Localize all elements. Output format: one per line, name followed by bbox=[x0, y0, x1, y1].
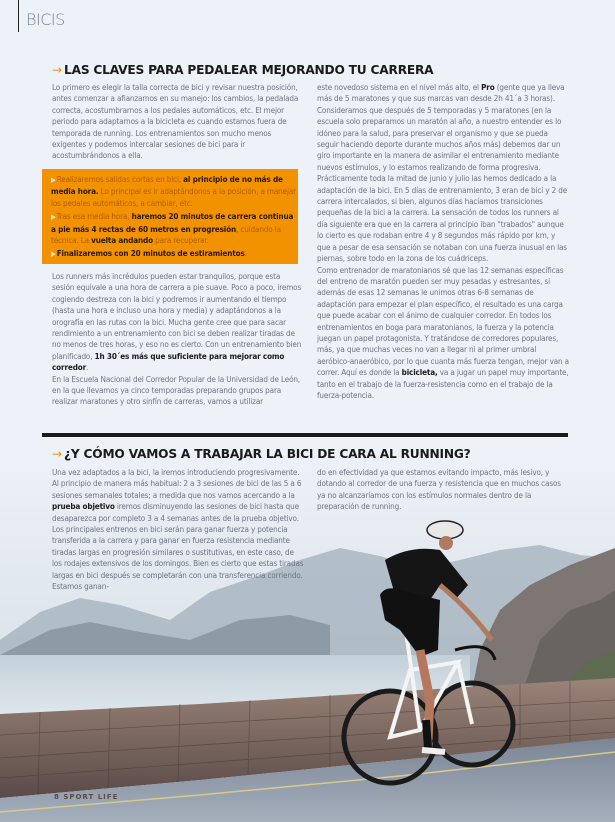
text: (gente que ya lleva más de 5 maratones y que sus marcas van desde 2h 41´a 3 horas). Consideramos que después de 5 temporadas y 5 maratones (en la escuela solo preparamos un maratón al año, a nuestro entender es lo idóneo para la salud, para preservar el organismo y que se pueda seguir haciendo deporte durante muchos años más) debemos dar un giro importante en la manera de asimilar el entrenamiento mediante nuevos estímulos, y lo estamos realizando de forma progresiva. Prácticamente toda la mitad de junio y julio las hemos dedicado a la adaptación de la bici. En 5 días de entrenamiento, 3 eran de bici y 2 de carrera intercalados, si bien, algunos días hacíamos transiciones pequeñas de la bici a la carrera. La sensación de todos los runners al día siguiente era que en la carrera al principio iban "trabados" aunque lo cierto es que rodaban entre 4 y 8 segundos más rápido por km, y que a pesar de esa sensación se notaban con una fuerza inusual en las piernas, sobre todo en la zona de los cuádriceps. bbox=[317, 82, 568, 264]
text: do en efectividad ya que estamos evitando impacto, más lesivo, y dotando al corredor de una fuerza y resistencia que en muchos casos ya no alcanzaríamos con los estímulos normales dentro de la preparación de running. bbox=[317, 467, 561, 512]
text: Lo primero es elegir la talla correcta de bici y revisar nuestra posición, antes comenzar a afianzarnos en su manejo: los cambios, la pedalada correcta, acostumbrarnos a los pedales automáticos, etc. El mejor periodo para adaptarnos a la bicicleta es cuando estamos fuera de temporada de running. Los entrenamientos son mucho menos exigentes y podemos intercalar sesiones de bici para ir acostumbrándonos a ella. bbox=[52, 82, 299, 161]
bold-text: Finalizaremos con 20 minutos de estiramientos bbox=[56, 248, 245, 259]
text: iremos disminuyendo las sesiones de bici hasta que desaparezca por completo 3 a 4 semanas antes de la prueba objetivo. Los principales entrenos en bici serán para ganar fuerza y potencia transferida a la carrera y para ganar en fuerza resistencia mediante tiradas largas en progresión similares o sustitutivas, en este caso, de los rodajes extensivos de los domingos. Bien es cierto que estas tiradas largas en bici después se completarán con una transferencia corriendo. Estamos ganan- bbox=[52, 501, 304, 592]
text: este novedoso sistema en el nivel más alto, el bbox=[317, 82, 482, 92]
text: . bbox=[244, 248, 247, 259]
training-session-box bbox=[42, 169, 298, 264]
text: , cuidando la técnica. La bbox=[51, 223, 281, 246]
text: Los runners más incrédulos pueden estar tranquilos, porque esta sesión equivale a una hora de carrera a pie suave. Poco a poco, iremos cogiendo destreza con la bici y podremos ir aumentando el tiempo (hasta una hora e incluso una hora y media) y adaptándonos a la orografía en las rutas con la bici. Mucha gente cree que para sacar rendimiento a un entrenamiento con bici se deben realizar tiradas de no menos de tres horas, y eso no es cierto. Con un entrenamiento bien planificado, bbox=[52, 271, 302, 361]
section1-intro bbox=[52, 82, 304, 162]
section1-col1-body bbox=[52, 271, 304, 408]
bullet-triangle-icon: ▶ bbox=[51, 176, 56, 184]
paragraph bbox=[52, 82, 304, 162]
bold-text: haremos 20 minutos de carrera continua a pie más 4 rectas de 60 metros en progresión bbox=[51, 211, 294, 234]
bold-text: bicicleta, bbox=[401, 367, 438, 378]
text: Lo principal es ir adaptándonos a la posición, a manejar los pedales automáticos, a cambiar, etc. bbox=[51, 186, 297, 208]
bullet-triangle-icon: ▶ bbox=[51, 213, 56, 222]
section2-col1-body bbox=[52, 467, 304, 592]
paragraph bbox=[52, 374, 304, 408]
text: . bbox=[86, 362, 89, 373]
text: Una vez adaptados a la bici, la iremos introduciendo progresivamente. Al principio de manera más habitual: 2 a 3 sesiones de bici de las 5 a 6 sesiones semanales totales; a medida que nos vamos acercando a la bbox=[52, 467, 302, 500]
bold-text: Pro bbox=[481, 82, 495, 92]
paragraph bbox=[317, 82, 569, 265]
box-item bbox=[51, 248, 298, 260]
section2-col2-body bbox=[317, 467, 569, 513]
paragraph bbox=[317, 265, 569, 402]
bold-text: vuelta andando bbox=[91, 235, 153, 246]
text: Tras esa media hora, bbox=[56, 211, 132, 222]
section1-col2-body bbox=[317, 82, 569, 401]
paragraph bbox=[52, 467, 304, 592]
section1-title: → LAS CLAVES PARA PEDALEAR MEJORANDO TU CARRERA bbox=[52, 63, 434, 77]
arrow-right-icon: → bbox=[52, 447, 63, 461]
paragraph bbox=[317, 467, 569, 513]
section-divider bbox=[42, 433, 568, 437]
text: En la Escuela Nacional del Corredor Popular de la Universidad de León, en la que llevamos ya cinco temporadas preparando grupos para realizar maratones y otro sinfín de carreras, vamos a utilizar bbox=[52, 373, 301, 407]
text: va a jugar un papel muy importante, tanto en el trabajo de la fuerza-resistencia como en el trabajo de la fuerza-potencia. bbox=[317, 367, 569, 400]
box-item bbox=[51, 211, 298, 246]
bold-text: prueba objetivo bbox=[52, 501, 115, 512]
bold-text: 1h 30´es más que suficiente para mejorar como corredor bbox=[52, 350, 285, 373]
bold-text: al principio de no más de media hora. bbox=[51, 174, 283, 197]
text: Como entrenador de maratonianos sé que las 12 semanas específicas del entreno de maratón pueden ser muy pesadas y estresantes, si además de esas 12 semanas le unimos otras 6-8 semanas de adaptación para empezar el plan específico, el resultado es una carga que puede acabar con el ánimo de cualquier corredor. En todos los entrenamientos en boga para maratonianos, la fuerza y la potencia juegan un papel protagonista. Y tratándose de corredores populares, más, ya que muchas veces no van a llegar ni al primer umbral aeróbico-anaeróbico, por lo que cuanta más fuerza tengan, mejor van a correr. Aquí es donde la bbox=[317, 264, 569, 378]
arrow-right-icon: → bbox=[52, 63, 63, 77]
text: para recuperar. bbox=[152, 235, 209, 246]
box-item bbox=[51, 174, 298, 209]
section-tag: BICIS bbox=[18, 0, 65, 32]
text: Realizaremos salidas cortas en bici, bbox=[56, 174, 184, 184]
page-footer: 8 SPORT LIFE bbox=[54, 793, 119, 801]
section2-title: → ¿Y CÓMO VAMOS A TRABAJAR LA BICI DE CARA AL RUNNING? bbox=[52, 447, 471, 461]
bullet-triangle-icon: ▶ bbox=[51, 250, 56, 259]
paragraph bbox=[52, 271, 304, 374]
